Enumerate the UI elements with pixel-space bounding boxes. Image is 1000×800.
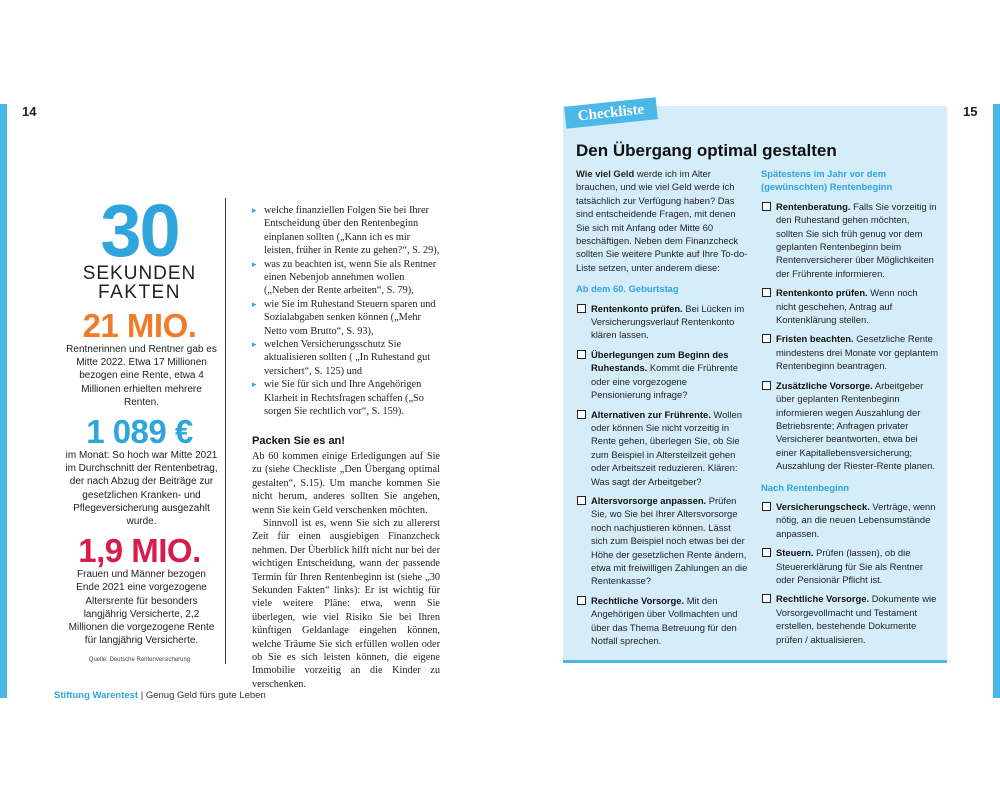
checkbox[interactable] bbox=[762, 288, 771, 297]
checkbox[interactable] bbox=[762, 202, 771, 211]
footer-separator: | bbox=[140, 690, 144, 701]
facts-big-number: 30 bbox=[100, 189, 179, 272]
page-footer bbox=[54, 690, 266, 701]
checkbox[interactable] bbox=[577, 410, 586, 419]
triangle-bullet-icon: ▸ bbox=[252, 379, 257, 390]
checklist-item[interactable]: Überlegungen zum Beginn des Ruhestands. Kommt die Frührente oder eine vorgezogene Pensionierung infrage? bbox=[576, 348, 748, 402]
checklist-column-right bbox=[761, 167, 939, 646]
checklist-box-bottom-rule bbox=[563, 660, 947, 663]
triangle-bullet-icon: ▸ bbox=[252, 339, 257, 350]
checklist-item[interactable]: Altersvorsorge anpassen. Prüfen Sie, wo Sie bei Ihrer Altersvorsorge noch nachjustieren können. Lässt sich zum Beispiel noch etwas bei der Höhe der gesetzlichen Rente ändern, etwa mit freiwilligen Zahlungen an die Rentenkasse? bbox=[576, 494, 748, 588]
checkbox[interactable] bbox=[762, 548, 771, 557]
checklist-item[interactable]: Versicherungscheck. Verträge, wenn nötig, an die neuen Lebensumstände anpassen. bbox=[761, 500, 939, 540]
list-item: ▸ wie Sie für sich und Ihre Angehörigen Klarheit in Rechtsfragen schaffen („So sorgen Sie rechtlich vor“, S. 159). bbox=[252, 379, 424, 418]
checkbox[interactable] bbox=[762, 594, 771, 603]
checkbox[interactable] bbox=[762, 334, 771, 343]
paragraph: Sinnvoll ist es, wenn Sie sich zu allererst Zeit für einen ausgiebigen Finanzcheck nehmen. Der Überblick hilft nicht nur bei der wichtigen Entscheidung, wann der passende Termin für Ihren Rentenbeginn ist (siehe „30 Sekunden Fakten“ links): Er ist wichtig für viele weitere Pläne: etwa, wenn Sie überlegen, wie viel Risiko Sie bei Ihren künftigen Geldanlage eingehen können, welche Träume Sie sich erfüllen wollen oder ob Sie es sich leisten können, die eigene Immobilie vorzeitig an die Kinder zu verschenken. bbox=[252, 517, 440, 690]
checklist-column-left bbox=[576, 167, 748, 647]
checklist-item[interactable]: Fristen beachten. Gesetzliche Rente mindestens drei Monate vor geplantem Rentenbeginn beantragen. bbox=[761, 332, 939, 372]
left-edge-bar bbox=[0, 104, 7, 698]
triangle-bullet-icon: ▸ bbox=[252, 258, 257, 269]
checkbox[interactable] bbox=[762, 502, 771, 511]
facts-heading-line2: FAKTEN bbox=[98, 282, 181, 303]
stat-text-altersrente: Frauen und Männer bezogen Ende 2021 eine vorgezogene Altersrente für besonders langjährig Versicherte, 2,2 Millionen die vorgezogene Rente für langjährig Versicherte. bbox=[68, 569, 215, 647]
checklist-item[interactable]: Rechtliche Vorsorge. Mit den Angehörigen über Vollmachten und über das Thema Betreuung für den Notfall sprechen. bbox=[576, 594, 748, 648]
stat-text-rentner: Rentnerinnen und Rentner gab es Mitte 2022. Etwa 17 Millionen bezogen eine Rente, etwa 4 Millionen erhielten mehrere Renten. bbox=[66, 344, 217, 408]
checkbox[interactable] bbox=[577, 350, 586, 359]
list-item: ▸ was zu beachten ist, wenn Sie als Rentner einen Nebenjob annehmen wollen („Neben der Rente arbeiten“, S. 79), bbox=[252, 258, 437, 297]
list-item: ▸ wie Sie im Ruhestand Steuern sparen und Sozialabgaben senken können („Mehr Netto vom Brutto“, S. 93), bbox=[252, 298, 436, 337]
checklist-subheading: Ab dem 60. Geburtstag bbox=[576, 283, 679, 295]
checklist-subheading: Spätestens im Jahr vor dem (gewünschten) Rentenbeginn bbox=[761, 168, 893, 193]
checklist-item[interactable]: Rentenberatung. Falls Sie vorzeitig in den Ruhestand gehen möchten, sollten Sie sich früh genug vor dem geplanten Rentenbeginn beim Rentenversicherer über Möglichkeiten der Frührente informieren. bbox=[761, 200, 939, 280]
checklist-item[interactable]: Rentenkonto prüfen. Wenn noch nicht geschehen, Antrag auf Kontenklärung stellen. bbox=[761, 286, 939, 326]
page-number-right: 15 bbox=[963, 104, 978, 119]
checklist-intro: Wie viel Geld werde ich im Alter brauchen, und wie viel Geld werde ich tatsächlich zur Verfügung haben? Das sind entscheidende Fragen, mit denen Sie sich mit Anfang oder Mitte 60 beschäftigen. Neben dem Finanzcheck sollten Sie weitere Punkte auf Ihre To-do-Liste setzen, unter anderem diese: bbox=[576, 168, 748, 273]
list-item: ▸ welche finanziellen Folgen Sie bei Ihrer Entscheidung über den Rentenbeginn einplanen sollten („Kann ich es mir leisten, früher in Rente zu gehen?“, S. 29), bbox=[252, 205, 440, 257]
section-heading: Packen Sie es an! bbox=[252, 434, 345, 447]
facts-source: Quelle: Deutsche Rentenversicherung bbox=[88, 657, 191, 664]
checkbox[interactable] bbox=[762, 381, 771, 390]
stat-text-rentenbetrag: im Monat: So hoch war Mitte 2021 im Durchschnitt der Rentenbetrag, der nach Abzug der Beiträge zur gesetzlichen Kranken- und Pflegeversicherung ausgezahlt wurde. bbox=[65, 450, 218, 528]
list-item: ▸ welchen Versicherungsschutz Sie aktualisieren sollten ( „In Ruhestand gut versichert“, S. 125) und bbox=[252, 339, 431, 377]
triangle-bullet-icon: ▸ bbox=[252, 298, 257, 309]
stat-value-rentner: 21 MIO. bbox=[82, 307, 197, 344]
facts-panel bbox=[54, 189, 226, 664]
checklist-subheading: Nach Rentenbeginn bbox=[761, 481, 850, 493]
stat-value-altersrente: 1,9 MIO. bbox=[78, 532, 201, 570]
stat-value-rentenbetrag: 1 089 € bbox=[86, 413, 193, 451]
triangle-bullet-icon: ▸ bbox=[252, 205, 257, 215]
checklist-item[interactable]: Rentenkonto prüfen. Bei Lücken im Versicherungsverlauf Rentenkonto klären lassen. bbox=[576, 302, 748, 342]
checklist-label: Checkliste bbox=[564, 97, 658, 128]
middle-text-column bbox=[252, 204, 440, 691]
paragraph: Ab 60 kommen einige Erledigungen auf Sie zu (siehe Checkliste „Den Übergang optimal gestalten“, S.15). Um manche kommen Sie nicht herum, anderes sollten Sie angehen, wenn Sie kein Geld verschenken möchten. bbox=[252, 450, 440, 516]
page-number-left: 14 bbox=[22, 104, 37, 119]
checklist-item[interactable]: Alternativen zur Frührente. Wollen oder können Sie nicht vorzeitig in Rente gehen, überlegen Sie, ob Sie zum Beispiel in Altersteilzeit gehen oder Arbeitszeit reduzieren. Klären: Was sagt der Arbeitgeber? bbox=[576, 408, 748, 488]
footer-book-title: Genug Geld fürs gute Leben bbox=[145, 690, 266, 701]
right-edge-bar bbox=[993, 104, 1000, 698]
checklist-item[interactable]: Rechtliche Vorsorge. Dokumente wie Vorsorgevollmacht und Testament erstellen, bestehende Dokumente prüfen / aktualisieren. bbox=[761, 592, 939, 646]
checkbox[interactable] bbox=[577, 496, 586, 505]
footer-brand: Stiftung Warentest bbox=[54, 690, 139, 701]
facts-heading-line1: SEKUNDEN bbox=[82, 263, 197, 284]
checkbox[interactable] bbox=[577, 596, 586, 605]
checklist-item[interactable]: Zusätzliche Vorsorge. Arbeitgeber über geplanten Rentenbeginn informieren wegen Auszahlung der Betriebsrente; Anfragen privater Versicherer beantworten, etwa bei einer Kapitallebensversicherung; Auszahlung der Riester-Rente planen. bbox=[761, 379, 939, 473]
checkbox[interactable] bbox=[577, 304, 586, 313]
checklist-item[interactable]: Steuern. Prüfen (lassen), ob die Steuererklärung für Sie als Rentner oder Pensionär Pflicht ist. bbox=[761, 546, 939, 586]
checklist-title: Den Übergang optimal gestalten bbox=[576, 141, 837, 160]
